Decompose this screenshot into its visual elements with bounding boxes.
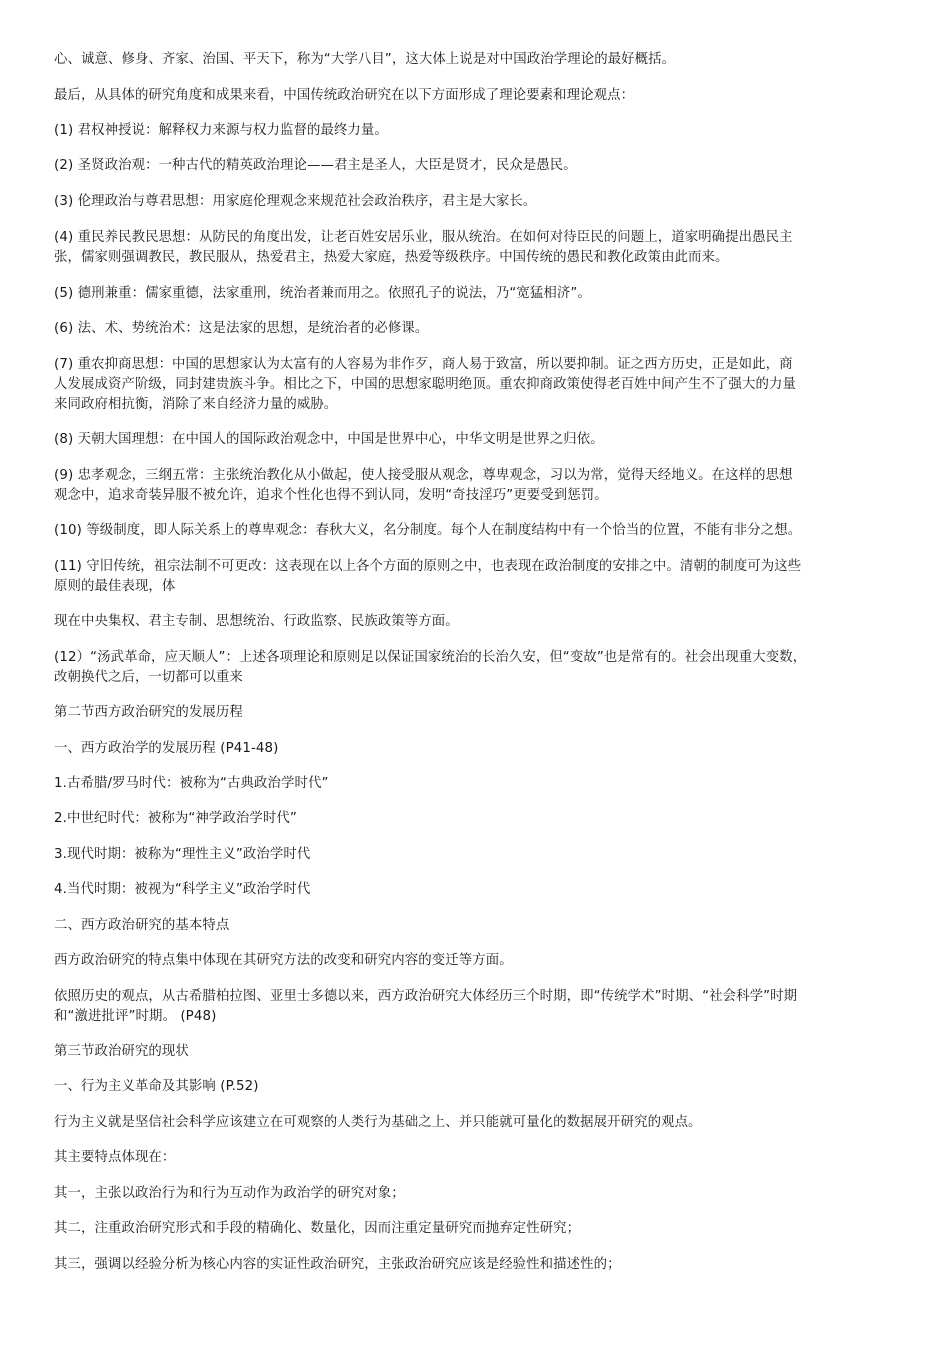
- text-line: 人发展成资产阶级，同封建贵族斗争。相比之下，中国的思想家聪明绝顶。重农抑商政策使得老百姓中间产生不了强大的力量: [54, 377, 796, 392]
- text-line: 张，儒家则强调教民，教民服从，热爱君主，热爱大家庭，热爱等级秩序。中国传统的愚民和教化政策由此而来。: [54, 250, 729, 265]
- text-line: 其主要特点体现在：: [54, 1150, 176, 1165]
- text-line: 现在中央集权、君主专制、思想统治、行政监察、民族政策等方面。: [54, 614, 459, 629]
- text-line: (2) 圣贤政治观：一种古代的精英政治理论——君主是圣人，大臣是贤才，民众是愚民。: [54, 158, 577, 173]
- text-line: 行为主义就是坚信社会科学应该建立在可观察的人类行为基础之上、并只能就可量化的数据展开研究的观点。: [54, 1115, 702, 1130]
- text-line: 2.中世纪时代：被称为“神学政治学时代”: [54, 811, 297, 826]
- text-line: 3.现代时期：被称为“理性主义”政治学时代: [54, 847, 311, 862]
- text-line: 最后，从具体的研究角度和成果来看，中国传统政治研究在以下方面形成了理论要素和理论观点：: [54, 88, 635, 103]
- text-line: (3) 伦理政治与尊君思想：用家庭伦理观念来规范社会政治秩序，君主是大家长。: [54, 194, 537, 209]
- subsection-heading: 二、西方政治研究的基本特点: [54, 918, 230, 933]
- text-line: (11) 守旧传统，祖宗法制不可更改：这表现在以上各个方面的原则之中，也表现在政治制度的安排之中。清朝的制度可为这些: [54, 559, 802, 574]
- text-line: 原则的最佳表现，体: [54, 579, 176, 594]
- text-line: (6) 法、术、势统治术：这是法家的思想，是统治者的必修课。: [54, 321, 429, 336]
- text-line: 其三，强调以经验分析为核心内容的实证性政治研究，主张政治研究应该是经验性和描述性的；: [54, 1257, 621, 1272]
- text-line: 心、诚意、修身、齐家、治国、平天下，称为“大学八目”，这大体上说是对中国政治学理论的最好概括。: [54, 52, 676, 67]
- text-line: (5) 德刑兼重：儒家重德，法家重刑，统治者兼而用之。依照孔子的说法，乃“宽猛相济”。: [54, 286, 591, 301]
- text-line: 西方政治研究的特点集中体现在其研究方法的改变和研究内容的变迁等方面。: [54, 953, 513, 968]
- text-line: (8) 天朝大国理想：在中国人的国际政治观念中，中国是世界中心，中华文明是世界之归依。: [54, 432, 604, 447]
- text-line: 和“激进批评”时期。 (P48): [54, 1009, 217, 1024]
- text-line: 观念中，追求奇装异服不被允许，追求个性化也得不到认同，发明“奇技淫巧”更要受到惩罚。: [54, 488, 608, 503]
- text-line: (1) 君权神授说：解释权力来源与权力监督的最终力量。: [54, 123, 388, 138]
- text-line: (4) 重民养民教民思想：从防民的角度出发，让老百姓安居乐业，服从统治。在如何对待臣民的问题上，道家明确提出愚民主: [54, 230, 793, 245]
- text-line: (7) 重农抑商思想：中国的思想家认为太富有的人容易为非作歹，商人易于致富，所以要抑制。证之西方历史，正是如此，商: [54, 357, 793, 372]
- section-heading: 第三节政治研究的现状: [54, 1044, 189, 1059]
- text-line: (9) 忠孝观念，三纲五常：主张统治教化从小做起，使人接受服从观念，尊卑观念，习以为常，觉得天经地义。在这样的思想: [54, 468, 793, 483]
- text-line: 改朝换代之后，一切都可以重来: [54, 670, 243, 685]
- section-heading: 第二节西方政治研究的发展历程: [54, 705, 243, 720]
- text-line: (12）“汤武革命，应天顺人”：上述各项理论和原则足以保证国家统治的长治久安，但“变故”也是常有的。社会出现重大变数，: [54, 650, 807, 665]
- subsection-heading: 一、西方政治学的发展历程 (P41-48): [54, 741, 279, 756]
- text-line: 来同政府相抗衡，消除了来自经济力量的威胁。: [54, 397, 338, 412]
- text-line: 1.古希腊/罗马时代：被称为“古典政治学时代”: [54, 776, 329, 791]
- subsection-heading: 一、行为主义革命及其影响 (P.52): [54, 1079, 259, 1094]
- text-line: 依照历史的观点，从古希腊柏拉图、亚里士多德以来，西方政治研究大体经历三个时期，即“传统学术”时期、“社会科学”时期: [54, 989, 798, 1004]
- text-line: (10) 等级制度，即人际关系上的尊卑观念：春秋大义，名分制度。每个人在制度结构中有一个恰当的位置，不能有非分之想。: [54, 523, 802, 538]
- text-line: 4.当代时期：被视为“科学主义”政治学时代: [54, 882, 311, 897]
- text-line: 其二，注重政治研究形式和手段的精确化、数量化，因而注重定量研究而抛弃定性研究；: [54, 1221, 581, 1236]
- text-line: 其一，主张以政治行为和行为互动作为政治学的研究对象；: [54, 1186, 405, 1201]
